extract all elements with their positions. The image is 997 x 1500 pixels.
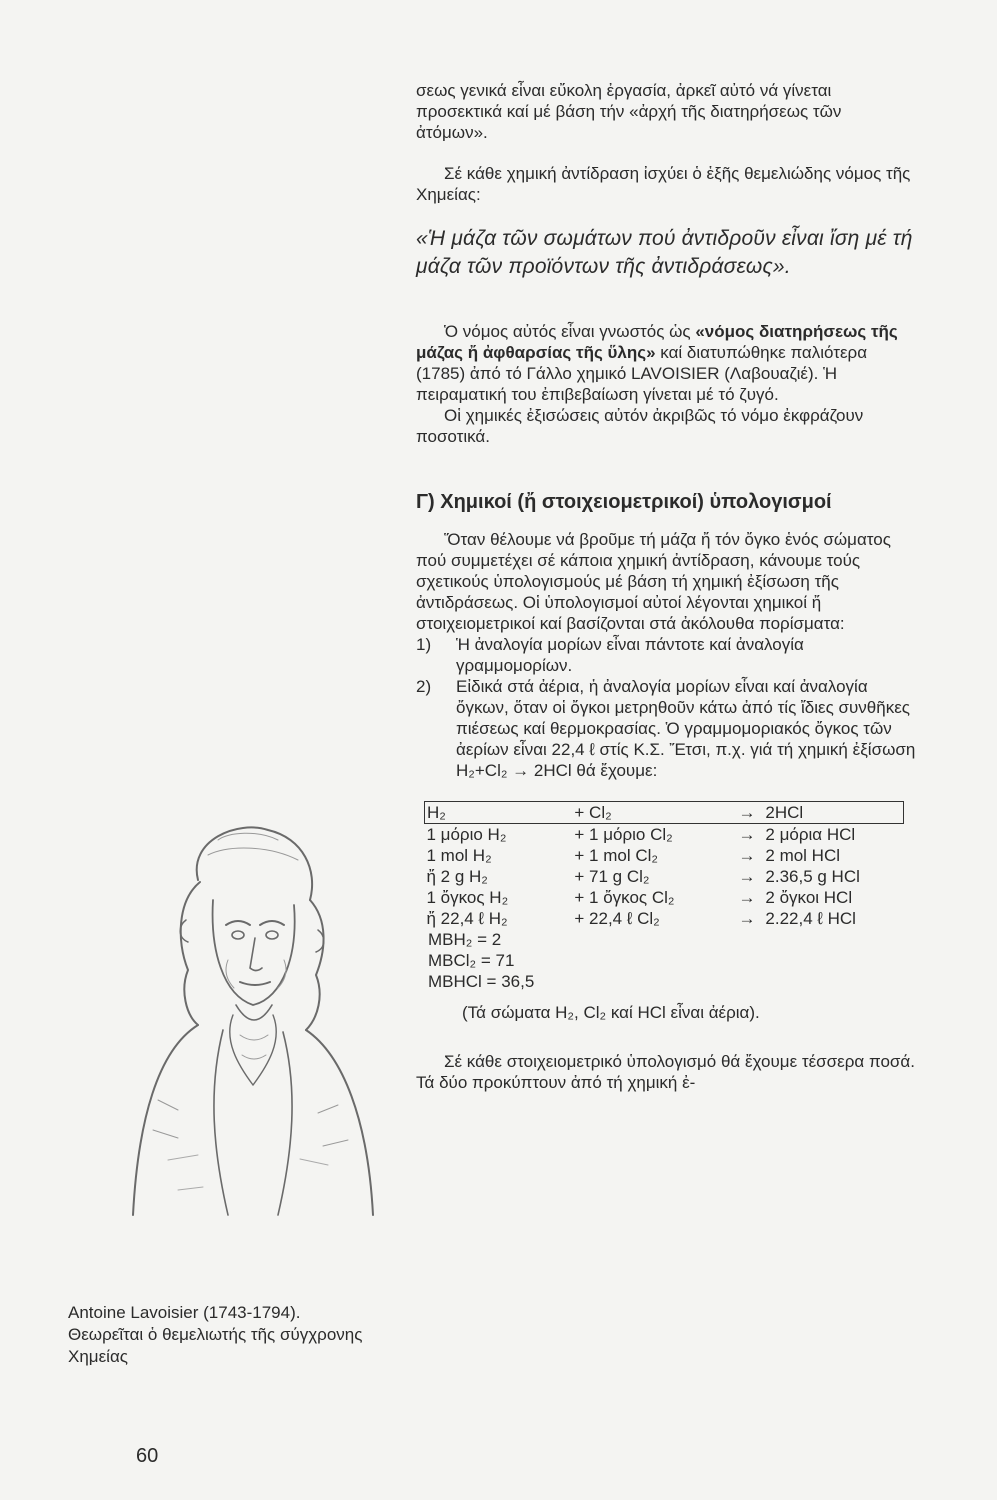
portrait-caption	[68, 1302, 398, 1368]
list-item	[416, 676, 916, 781]
list-text: Ἡ ἀναλογία μορίων εἶναι πάντοτε καί ἀναλογία γραμμομορίων.	[456, 635, 804, 675]
table-cell: 2HCl	[763, 802, 903, 824]
table-row	[425, 845, 904, 866]
table-cell: 2.36,5 g HCl	[765, 867, 860, 886]
arrow-cell: →	[738, 909, 756, 928]
caption-description: Θεωρεῖται ὁ θεμελιωτής τῆς σύγχρονης Χημείας	[68, 1325, 363, 1366]
paragraph-stoichiometry: Σέ κάθε στοιχειομετρικό ὑπολογισμό θά ἔχουμε τέσσερα ποσά. Τά δύο προκύπτουν ἀπό τή χημική ἐ-	[416, 1052, 915, 1092]
list-text: Εἰδικά στά ἀέρια, ἡ ἀναλογία μορίων εἶναι καί ἀναλογία ὄγκων, ὅταν οἱ ὄγκοι μετρηθοῦν κάτω ἀπό τίς ἴδιες συνθῆκες πιέσεως καί θερμοκρασίας. Ὁ γραμμομοριακός ὄγκος τῶν ἀερίων εἶναι 22,4 ℓ στίς Κ.Σ. Ἔτσι, π.χ. γιά τή χημική ἐξίσωση H₂+Cl₂ → 2HCl θά ἔχουμε:	[456, 677, 916, 780]
list-number: 1)	[416, 635, 432, 654]
table-cell: + 22,4 ℓ Cl₂	[574, 909, 660, 928]
table-row	[425, 887, 904, 908]
table-cell: H₂	[425, 802, 573, 824]
corollary-list	[416, 634, 916, 781]
paragraph-law-name	[416, 321, 916, 405]
section-heading: Γ) Χημικοί (ἤ στοιχειομετρικοί) ὑπολογισμοί	[416, 491, 832, 513]
table-row	[425, 824, 904, 846]
table-cell: 2 μόρια HCl	[765, 825, 856, 844]
table-cell: ἤ 22,4 ℓ H₂	[426, 909, 508, 928]
table-cell: + 1 ὄγκος Cl₂	[574, 888, 675, 907]
law-name-bold: «νόμος διατηρήσεως τῆς μάζας ἤ ἀφθαρσίας τῆς ὕλης»	[416, 322, 898, 362]
table-cell: 2 ὄγκοι HCl	[765, 888, 853, 907]
table-cell: + 1 μόριο Cl₂	[574, 825, 673, 844]
table-cell: ἤ 2 g H₂	[426, 867, 488, 886]
arrow-cell: →	[738, 867, 756, 886]
table-cell: + Cl₂	[572, 802, 730, 824]
law-name-rest: καί διατυπώθηκε παλιότερα (1785) ἀπό τό Γάλλο χημικό LAVOISIER (Λαβουαζιέ). Ἡ πειραματική του ἐπιβεβαίωση γίνεται μέ τό ζυγό.	[416, 343, 868, 404]
paragraph-equations: Οἱ χημικές ἐξισώσεις αὐτόν ἀκριβῶς τό νόμο ἐκφράζουν ποσοτικά.	[416, 406, 864, 446]
arrow-cell: →	[738, 846, 756, 865]
law-name-lead: Ὁ νόμος αὐτός εἶναι γνωστός ὡς	[444, 322, 696, 341]
main-text-column	[416, 80, 916, 1113]
list-number: 2)	[416, 677, 432, 696]
show-through-text	[120, 110, 124, 127]
lavoisier-portrait	[128, 820, 380, 1220]
molar-mass-hcl: MBHCl = 36,5	[428, 972, 535, 991]
molar-mass-list	[416, 929, 916, 992]
arrow-cell: →	[738, 825, 756, 844]
table-cell: 2.22,4 ℓ HCl	[765, 909, 856, 928]
table-cell: 2 mol HCl	[765, 846, 841, 865]
gases-note: (Τά σώματα H₂, Cl₂ καί HCl εἶναι ἀέρια).	[462, 1003, 760, 1022]
table-row	[425, 866, 904, 887]
table-row	[425, 908, 904, 929]
molar-mass-h2: MBH₂ = 2	[428, 930, 502, 949]
table-cell: 1 ὄγκος H₂	[426, 888, 509, 907]
arrow-cell: →	[738, 888, 756, 907]
paragraph-law-intro: Σέ κάθε χημική ἀντίδραση ἰσχύει ὁ ἑξῆς θεμελιώδης νόμος τῆς Χημείας:	[416, 164, 911, 204]
reaction-table	[424, 801, 904, 929]
arrow-cell: →	[731, 802, 764, 824]
molar-mass-cl2: MBCl₂ = 71	[428, 951, 515, 970]
table-row	[425, 802, 904, 824]
page-number: 60	[136, 1445, 159, 1467]
paragraph-calculations: Ὅταν θέλουμε νά βροῦμε τή μάζα ἤ τόν ὄγκο ἑνός σώματος πού συμμετέχει σέ κάποια χημική ἀντίδραση, κάνουμε τούς σχετικούς ὑπολογισμούς μέ βάση τή χημική ἐξίσωση τῆς ἀντιδράσεως. Οἱ ὑπολογισμοί αὐτοί λέγονται χημικοί ἤ στοιχειομετρικοί καί βασίζονται στά ἀκόλουθα πορίσματα:	[416, 530, 891, 633]
law-statement: «Ἡ μάζα τῶν σωμάτων πού ἀντιδροῦν εἶναι ἴση μέ τή μάζα τῶν προϊόντων τῆς ἀντιδράσεως».	[416, 227, 913, 278]
table-cell: 1 mol H₂	[426, 846, 492, 865]
table-cell: + 1 mol Cl₂	[574, 846, 658, 865]
table-cell: + 71 g Cl₂	[574, 867, 650, 886]
caption-name: Antoine Lavoisier (1743-1794).	[68, 1303, 301, 1322]
paragraph-continuation: σεως γενικά εἶναι εὔκολη ἐργασία, ἀρκεῖ αὐτό νά γίνεται προσεκτικά καί μέ βάση τήν «ἀρχή τῆς διατηρήσεως τῶν ἀτόμων».	[416, 81, 842, 142]
table-cell: 1 μόριο H₂	[426, 825, 507, 844]
list-item	[416, 634, 916, 676]
